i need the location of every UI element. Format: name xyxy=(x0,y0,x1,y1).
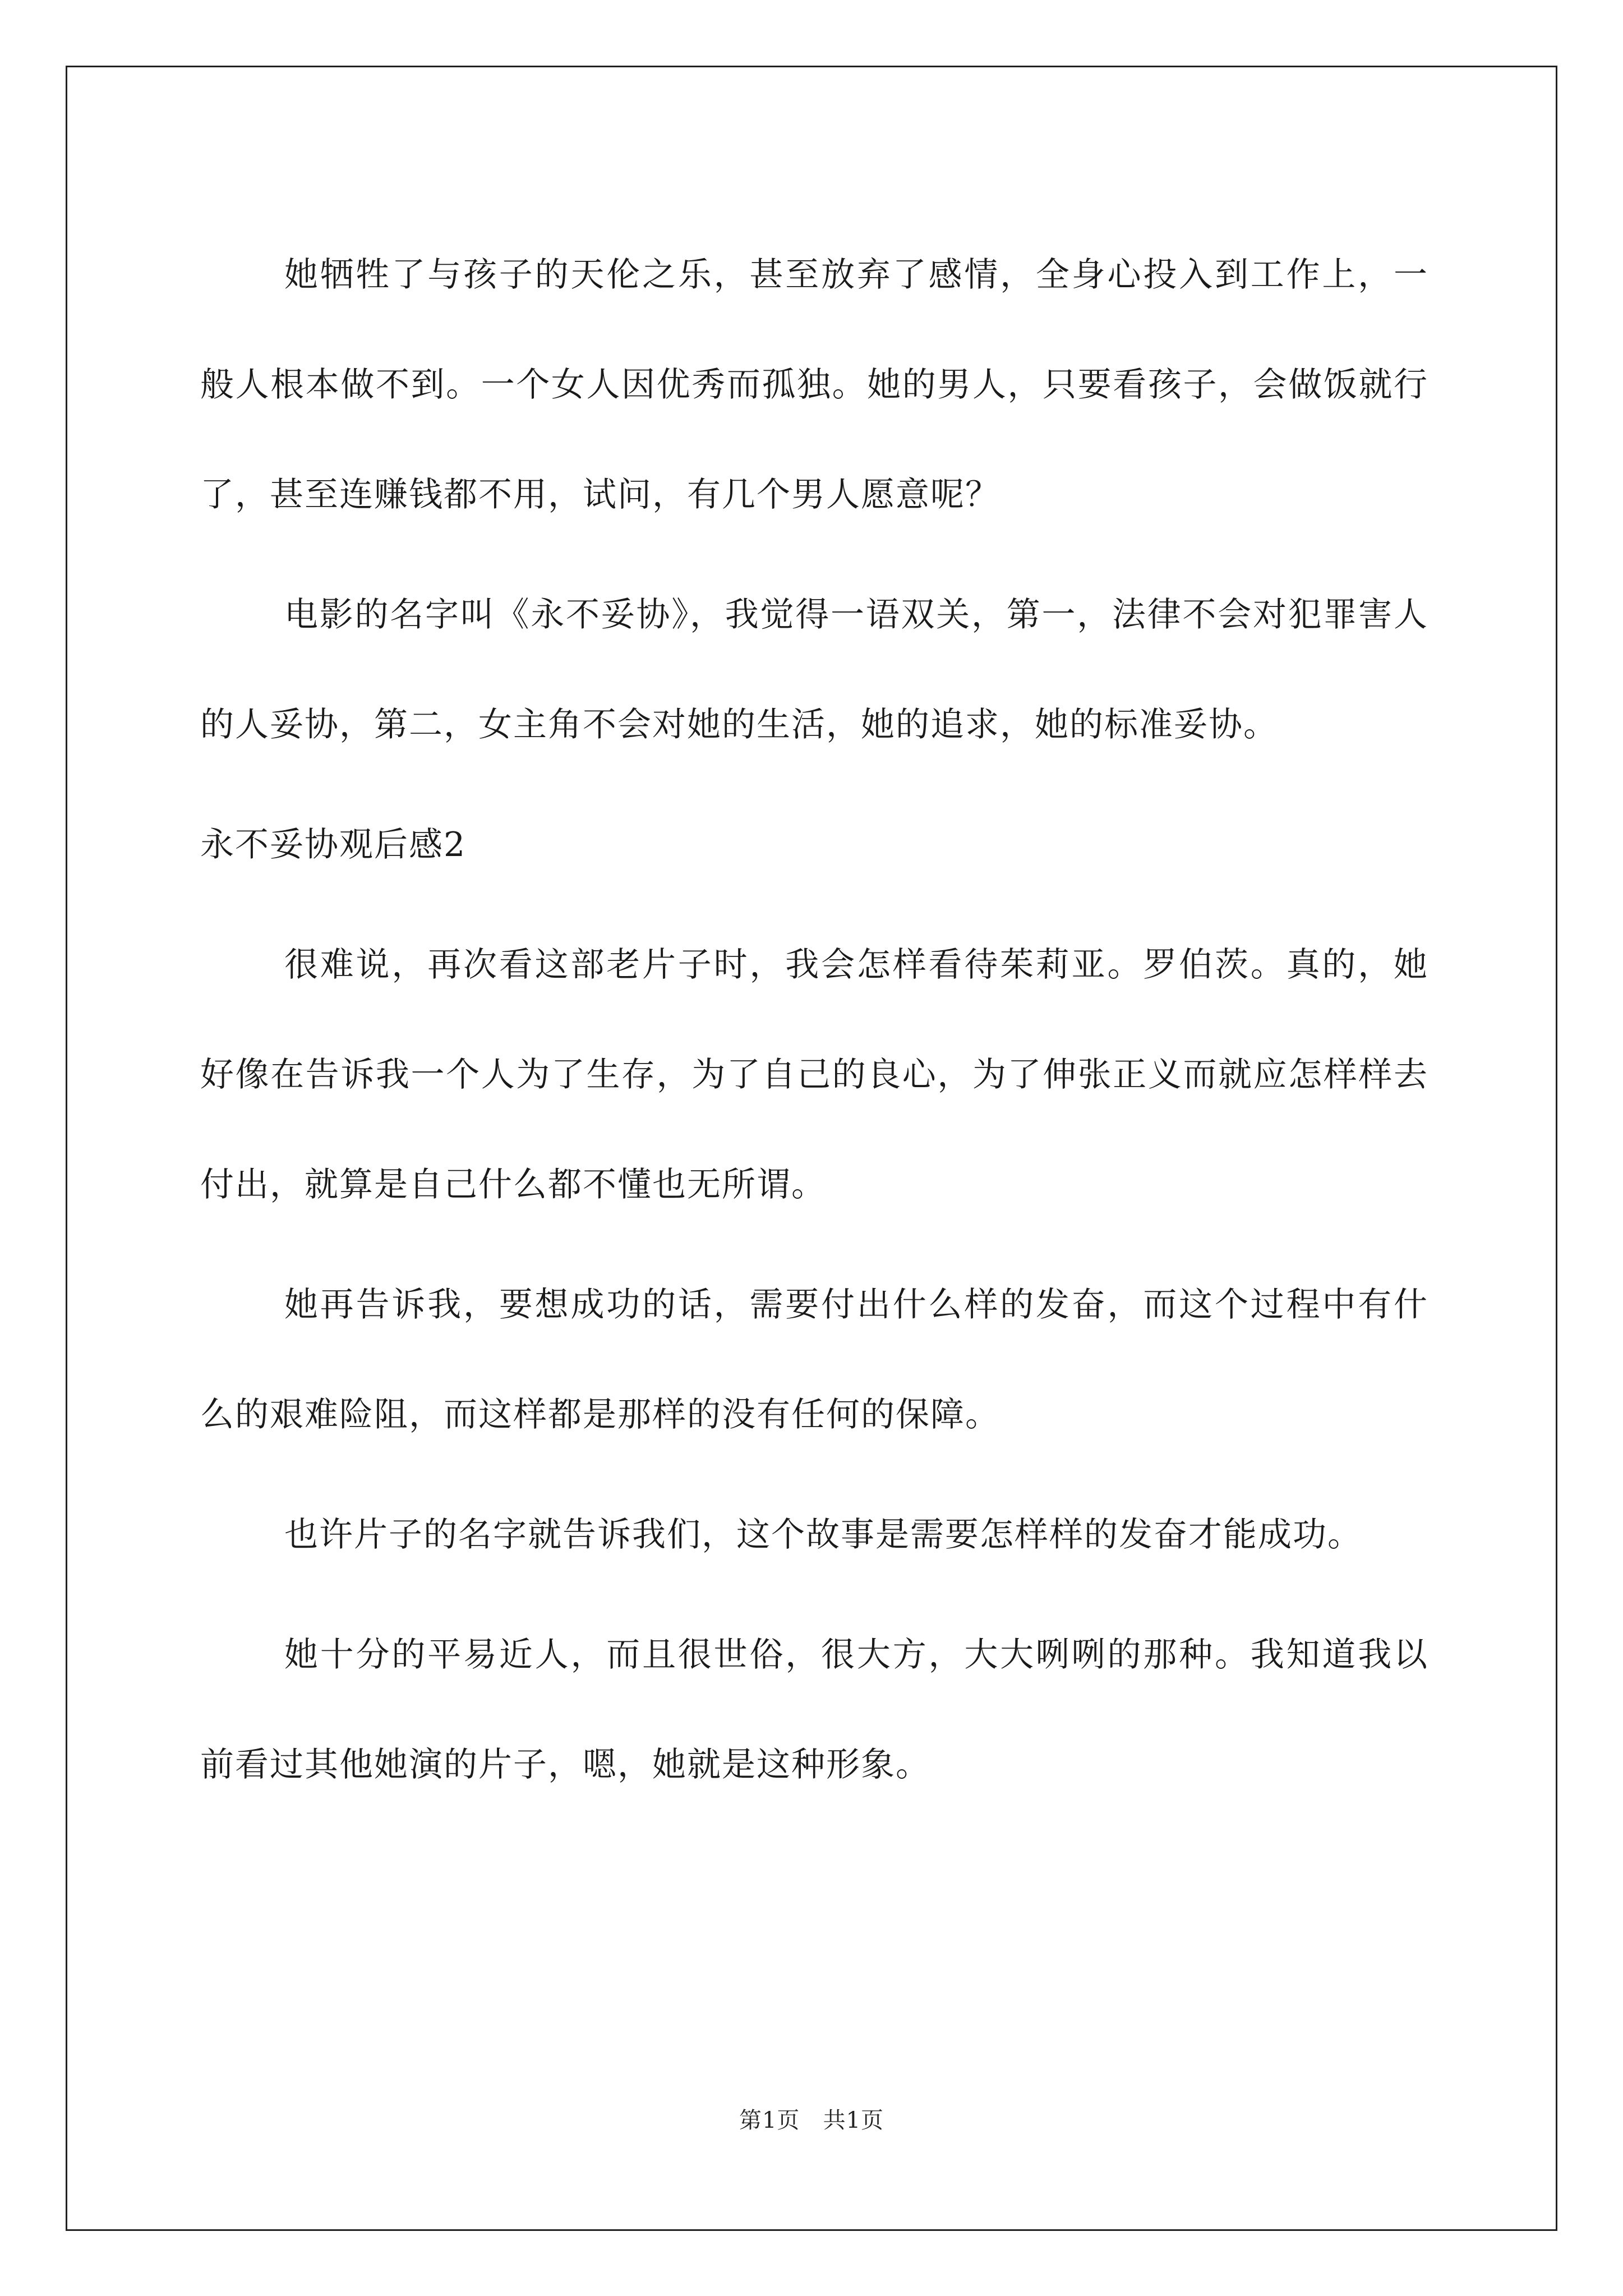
paragraph-3: 很难说，再次看这部老片子时，我会怎样看待茱莉亚。罗伯茨。真的，她好像在告诉我一个人为了生存，为了自己的良心，为了伸张正义而就应怎样样去付出，就算是自己什么都不懂也无所谓。 xyxy=(200,945,1428,1204)
page-number-current: 第1页 xyxy=(739,2108,800,2133)
paragraph-2: 电影的名字叫《永不妥协》，我觉得一语双关，第一，法律不会对犯罪害人的人妥协，第二，女主角不会对她的生活，她的追求，她的标准妥协。 xyxy=(200,595,1428,744)
paragraph-4: 她再告诉我，要想成功的话，需要付出什么样的发奋，而这个过程中有什么的艰难险阻，而这样都是那样的没有任何的保障。 xyxy=(200,1285,1428,1434)
document-body xyxy=(200,220,1428,1830)
page-footer xyxy=(0,2102,1623,2134)
paragraph-5: 也许片子的名字就告诉我们，这个故事是需要怎样样的发奋才能成功。 xyxy=(284,1515,1362,1554)
paragraph-6: 她十分的平易近人，而且很世俗，很大方，大大咧咧的那种。我知道我以前看过其他她演的片子，嗯，她就是这种形象。 xyxy=(200,1635,1428,1784)
paragraph-1: 她牺牲了与孩子的天伦之乐，甚至放弃了感情，全身心投入到工作上，一般人根本做不到。一个女人因优秀而孤独。她的男人，只要看孩子，会做饭就行了，甚至连赚钱都不用，试问，有几个男人愿意呢？ xyxy=(200,255,1428,514)
section-heading: 永不妥协观后感2 xyxy=(200,825,467,864)
page-number-total: 共1页 xyxy=(823,2108,884,2133)
